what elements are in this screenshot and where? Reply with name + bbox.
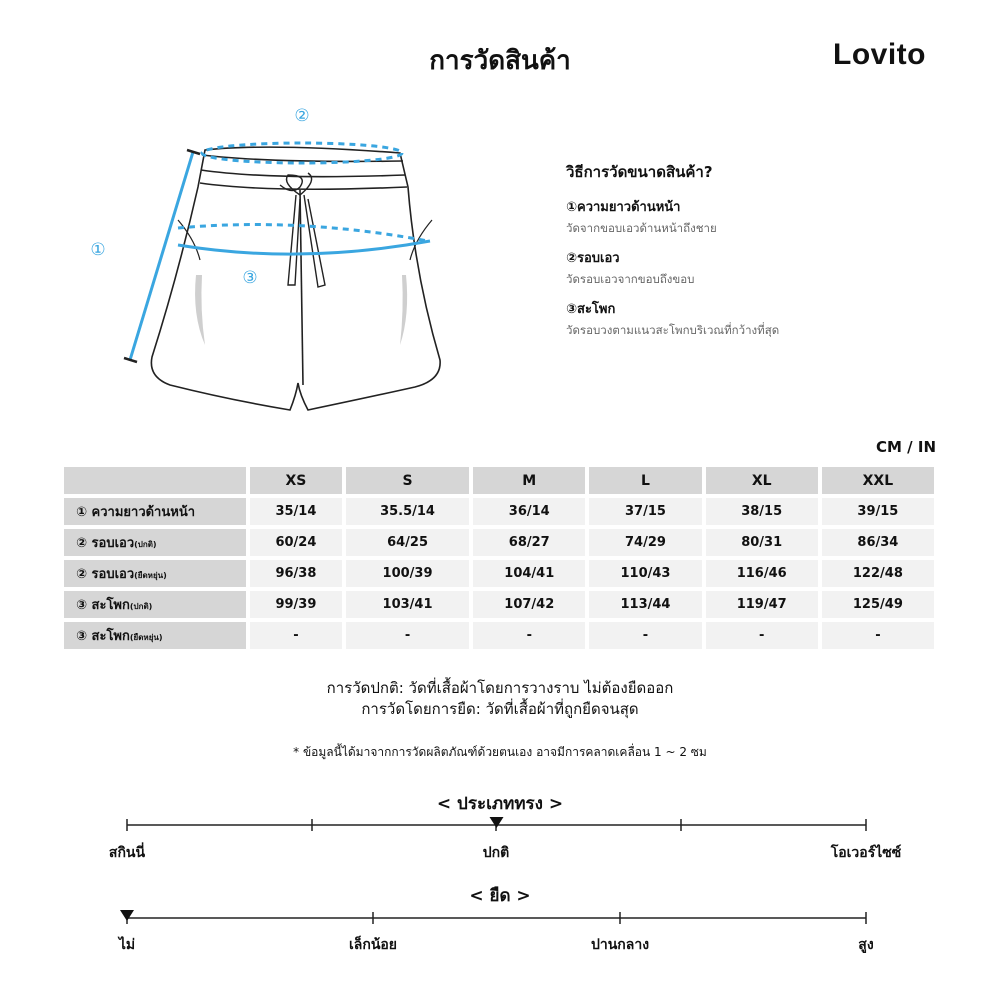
size-value-cell: - bbox=[589, 622, 701, 649]
size-value-cell: 60/24 bbox=[250, 529, 342, 556]
row-label-text: ② รอบเอว bbox=[76, 536, 135, 551]
size-value-cell: - bbox=[250, 622, 342, 649]
fit-scale-title: < ประเภททรง > bbox=[436, 794, 564, 814]
size-value-cell: 74/29 bbox=[589, 529, 701, 556]
table-row bbox=[64, 560, 934, 587]
size-value-cell: 37/15 bbox=[589, 498, 701, 525]
note-normal: การวัดปกติ: วัดที่เสื้อผ้าโดยการวางราบ ไม่ต้องยืดออก bbox=[326, 679, 674, 697]
marker-front-length: ① bbox=[90, 240, 106, 260]
size-value-cell: 96/38 bbox=[250, 560, 342, 587]
table-row bbox=[64, 529, 934, 556]
size-value-cell: 103/41 bbox=[346, 591, 469, 618]
page-title: การวัดสินค้า bbox=[429, 46, 571, 76]
table-header-row bbox=[64, 467, 934, 494]
size-header: XXL bbox=[822, 467, 934, 494]
row-label bbox=[64, 498, 246, 525]
row-label-text: ② รอบเอว bbox=[76, 567, 135, 582]
row-label-text: ① ความยาวด้านหน้า bbox=[76, 505, 195, 520]
row-label-sub: (ยืดหยุ่น) bbox=[134, 571, 167, 580]
marker-hip: ③ bbox=[242, 268, 258, 288]
size-value-cell: 113/44 bbox=[589, 591, 701, 618]
size-value-cell: 80/31 bbox=[706, 529, 818, 556]
size-value-cell: 119/47 bbox=[706, 591, 818, 618]
size-header: S bbox=[346, 467, 469, 494]
row-label-text: ③ สะโพก bbox=[76, 629, 130, 644]
note-stretch: การวัดโดยการยืด: วัดที่เสื้อผ้าที่ถูกยืดจนสุด bbox=[361, 700, 639, 718]
size-chart-table bbox=[60, 463, 938, 653]
size-value-cell: 38/15 bbox=[706, 498, 818, 525]
row-label-text: ③ สะโพก bbox=[76, 598, 130, 613]
fit-label-regular: ปกติ bbox=[482, 845, 510, 861]
stretch-selected-marker bbox=[120, 910, 134, 921]
size-value-cell: - bbox=[346, 622, 469, 649]
size-value-cell: - bbox=[706, 622, 818, 649]
size-value-cell: 64/25 bbox=[346, 529, 469, 556]
howto-item-title: ①ความยาวด้านหน้า bbox=[566, 200, 681, 215]
stretch-label-high: สูง bbox=[858, 937, 874, 953]
size-header: L bbox=[589, 467, 701, 494]
size-value-cell: 86/34 bbox=[822, 529, 934, 556]
size-header: M bbox=[473, 467, 585, 494]
stretch-scale-title: < ยืด > bbox=[469, 886, 531, 906]
size-value-cell: - bbox=[822, 622, 934, 649]
marker-waist: ② bbox=[294, 106, 310, 126]
fit-label-skinny: สกินนี่ bbox=[108, 845, 146, 861]
size-value-cell: 116/46 bbox=[706, 560, 818, 587]
fit-selected-marker bbox=[490, 817, 504, 828]
row-label-sub: (ปกติ) bbox=[129, 602, 153, 611]
howto-item-title: ②รอบเอว bbox=[566, 251, 620, 266]
howto-item-title: ③สะโพก bbox=[566, 302, 616, 317]
measurement-notes bbox=[0, 678, 1000, 720]
size-value-cell: 125/49 bbox=[822, 591, 934, 618]
size-value-cell: 35.5/14 bbox=[346, 498, 469, 525]
size-value-cell: 35/14 bbox=[250, 498, 342, 525]
size-value-cell: 99/39 bbox=[250, 591, 342, 618]
table-row bbox=[64, 591, 934, 618]
howto-item-desc: วัดรอบเอวจากขอบถึงขอบ bbox=[566, 272, 695, 286]
size-header: XS bbox=[250, 467, 342, 494]
row-label bbox=[64, 529, 246, 556]
how-to-measure bbox=[566, 160, 966, 349]
row-label-sub: (ปกติ) bbox=[134, 540, 157, 549]
stretch-label-slight: เล็กน้อย bbox=[348, 937, 398, 953]
size-value-cell: 110/43 bbox=[589, 560, 701, 587]
size-value-cell: 36/14 bbox=[473, 498, 585, 525]
size-header: XL bbox=[706, 467, 818, 494]
table-corner bbox=[64, 467, 246, 494]
howto-item-desc: วัดรอบวงตามแนวสะโพกบริเวณที่กว้างที่สุด bbox=[566, 323, 780, 337]
row-label bbox=[64, 622, 246, 649]
brand-logo: Lovito bbox=[833, 38, 926, 71]
howto-item-desc: วัดจากขอบเอวด้านหน้าถึงชาย bbox=[566, 221, 717, 235]
fit-label-oversize: โอเวอร์ไซซ์ bbox=[830, 845, 902, 861]
shorts-measurement-diagram bbox=[70, 95, 470, 425]
size-value-cell: 68/27 bbox=[473, 529, 585, 556]
size-value-cell: 122/48 bbox=[822, 560, 934, 587]
size-value-cell: 100/39 bbox=[346, 560, 469, 587]
size-value-cell: 39/15 bbox=[822, 498, 934, 525]
disclaimer: * ข้อมูลนี้ได้มาจากการวัดผลิตภัณฑ์ด้วยตนเอง อาจมีการคลาดเคลื่อน 1 ~ 2 ซม bbox=[293, 745, 707, 759]
table-row bbox=[64, 498, 934, 525]
table-row bbox=[64, 622, 934, 649]
row-label bbox=[64, 591, 246, 618]
size-value-cell: - bbox=[473, 622, 585, 649]
size-value-cell: 107/42 bbox=[473, 591, 585, 618]
row-label bbox=[64, 560, 246, 587]
fit-scale-bar bbox=[0, 815, 1000, 845]
stretch-label-medium: ปานกลาง bbox=[590, 937, 650, 953]
size-value-cell: 104/41 bbox=[473, 560, 585, 587]
row-label-sub: (ยืดหยุ่น) bbox=[129, 633, 163, 642]
how-to-heading: วิธีการวัดขนาดสินค้า? bbox=[566, 163, 713, 181]
stretch-label-none: ไม่ bbox=[118, 937, 136, 953]
unit-label: CM / IN bbox=[876, 438, 936, 456]
